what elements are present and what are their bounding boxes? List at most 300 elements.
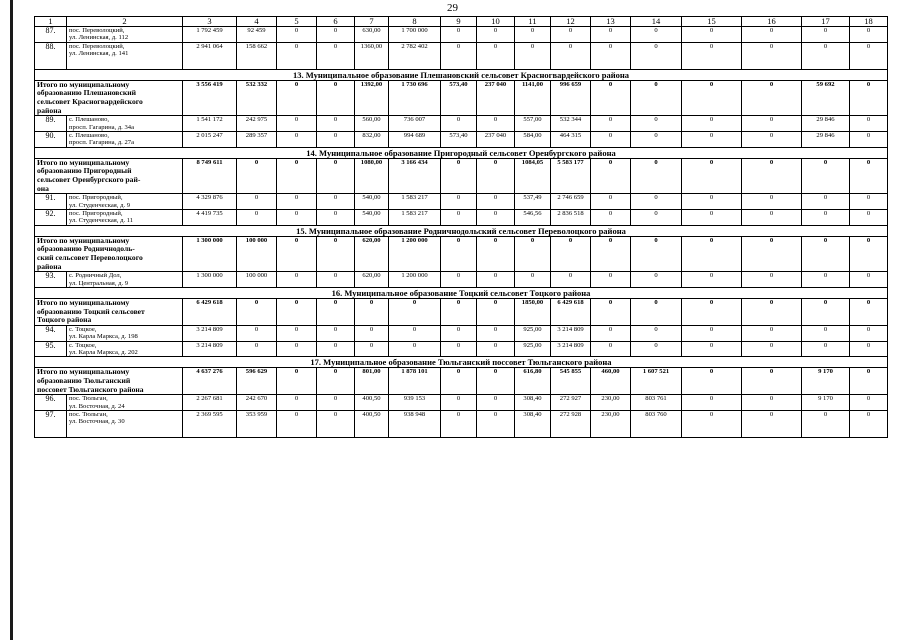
table-cell: 0	[317, 132, 355, 148]
row-number: 94.	[35, 325, 67, 341]
table-cell: 0	[850, 42, 888, 69]
column-header: 9	[441, 17, 477, 27]
cell-line: сельсовет Оренбургского рай-	[37, 175, 141, 184]
table-cell: 3 214 809	[183, 341, 237, 357]
table-cell: 0	[742, 194, 802, 210]
table-cell: 0	[237, 325, 277, 341]
total-cell: 0	[237, 299, 277, 326]
table-row	[35, 272, 888, 288]
table-cell: 0	[631, 132, 682, 148]
table-row	[35, 116, 888, 132]
table-cell: 1360,00	[355, 42, 389, 69]
section-row	[35, 147, 888, 158]
table-cell: 0	[389, 341, 441, 357]
table-cell: 0	[441, 325, 477, 341]
table-cell: 0	[802, 27, 850, 43]
column-header: 11	[515, 17, 551, 27]
address-cell	[67, 116, 183, 132]
total-cell: 0	[317, 80, 355, 115]
total-cell: 0	[850, 299, 888, 326]
table-cell: 938 948	[389, 411, 441, 438]
table-cell: 0	[682, 194, 742, 210]
column-header: 1	[35, 17, 67, 27]
table-cell: 3 214 809	[183, 325, 237, 341]
table-cell: 0	[277, 210, 317, 226]
row-number: 87.	[35, 27, 67, 43]
row-number: 96.	[35, 395, 67, 411]
table-cell: 0	[277, 132, 317, 148]
total-cell: 100 000	[237, 236, 277, 271]
total-cell: 0	[317, 368, 355, 395]
total-cell: 1084,05	[515, 158, 551, 193]
table-cell: 803 761	[631, 395, 682, 411]
total-cell: 237 040	[477, 80, 515, 115]
total-cell: 0	[850, 236, 888, 271]
column-header: 12	[551, 17, 591, 27]
table-row	[35, 341, 888, 357]
page-number: 29	[447, 2, 458, 14]
table-cell: 0	[441, 194, 477, 210]
cell-line: пос. Пригородный,	[69, 210, 123, 217]
table-cell: 0	[317, 194, 355, 210]
table-cell: 0	[742, 132, 802, 148]
total-cell: 0	[317, 158, 355, 193]
table-cell: 0	[317, 116, 355, 132]
column-header: 7	[355, 17, 389, 27]
cell-line: пос. Тюльган,	[69, 411, 108, 418]
address-cell	[67, 411, 183, 438]
table-cell: 0	[477, 272, 515, 288]
table-cell: 0	[742, 325, 802, 341]
table-cell: 584,00	[515, 132, 551, 148]
total-cell: 8 749 611	[183, 158, 237, 193]
cell-line: ул. Карла Маркса, д. 198	[69, 333, 138, 341]
total-cell: 0	[682, 299, 742, 326]
table-cell: 92 459	[237, 27, 277, 43]
total-cell: 0	[441, 236, 477, 271]
total-cell: 59 692	[802, 80, 850, 115]
column-header: 14	[631, 17, 682, 27]
table-cell: 0	[631, 42, 682, 69]
table-cell: 242 670	[237, 395, 277, 411]
cell-line: ул. Центральная, д. 9	[69, 279, 129, 287]
total-cell: 0	[277, 236, 317, 271]
total-cell: 0	[631, 299, 682, 326]
total-cell: 0	[682, 368, 742, 395]
table-cell: 0	[477, 116, 515, 132]
table-cell: 0	[682, 411, 742, 438]
table-cell: 0	[850, 210, 888, 226]
cell-line: она	[37, 183, 49, 193]
total-row	[35, 236, 888, 271]
left-margin-rule	[10, 0, 13, 640]
total-label	[35, 80, 183, 115]
table-cell: 2 836 518	[551, 210, 591, 226]
total-cell: 0	[277, 80, 317, 115]
table-cell: 29 846	[802, 132, 850, 148]
cell-line: с. Тоцкое,	[69, 341, 97, 349]
cell-line: Итого по муниципальному	[37, 298, 130, 307]
table-cell: 230,00	[591, 395, 631, 411]
cell-line: ул. Восточная, д. 30	[69, 418, 125, 426]
table-row	[35, 395, 888, 411]
table-cell: 0	[441, 42, 477, 69]
table-cell: 0	[477, 395, 515, 411]
table-cell: 0	[742, 341, 802, 357]
total-label	[35, 368, 183, 395]
table-cell: 939 153	[389, 395, 441, 411]
table-cell: 1 792 459	[183, 27, 237, 43]
table-row	[35, 411, 888, 438]
total-cell: 0	[802, 299, 850, 326]
section-title: 15. Муниципальное образование Родничнодольский сельсовет Переволоцкого района	[35, 225, 888, 236]
cell-line: образованию Тюльганский	[37, 376, 131, 385]
total-row	[35, 158, 888, 193]
total-cell: 0	[441, 158, 477, 193]
cell-line: с. Тоцкое,	[69, 325, 97, 333]
table-cell: 0	[277, 341, 317, 357]
table-cell: 832,00	[355, 132, 389, 148]
total-cell: 1 878 101	[389, 368, 441, 395]
total-cell: 0	[441, 368, 477, 395]
table-cell: 308,40	[515, 395, 551, 411]
table-cell: 0	[631, 27, 682, 43]
table-cell: 0	[477, 42, 515, 69]
total-cell: 0	[742, 299, 802, 326]
row-number: 95.	[35, 341, 67, 357]
total-cell: 0	[277, 368, 317, 395]
total-cell: 0	[591, 80, 631, 115]
total-row	[35, 299, 888, 326]
table-cell: 0	[477, 210, 515, 226]
cell-line: ул. Восточная, д. 24	[69, 402, 125, 410]
total-cell: 0	[631, 80, 682, 115]
total-cell: 0	[389, 299, 441, 326]
table-cell: 0	[631, 341, 682, 357]
table-cell: 0	[850, 395, 888, 411]
total-cell: 0	[682, 236, 742, 271]
column-header: 16	[742, 17, 802, 27]
section-row	[35, 357, 888, 368]
total-cell: 0	[441, 299, 477, 326]
table-cell: 4 419 735	[183, 210, 237, 226]
table-cell: 237 040	[477, 132, 515, 148]
table-cell: 0	[850, 27, 888, 43]
total-cell: 0	[631, 158, 682, 193]
row-number: 93.	[35, 272, 67, 288]
table-cell: 0	[237, 194, 277, 210]
table-cell: 0	[682, 395, 742, 411]
total-cell: 3 556 419	[183, 80, 237, 115]
column-header: 17	[802, 17, 850, 27]
table-row	[35, 210, 888, 226]
table-cell: 0	[277, 194, 317, 210]
table-cell: 464 315	[551, 132, 591, 148]
table-cell: 0	[277, 411, 317, 438]
table-cell: 573,40	[441, 132, 477, 148]
table-cell: 272 928	[551, 411, 591, 438]
table-cell: 242 975	[237, 116, 277, 132]
table-cell: 0	[802, 341, 850, 357]
table-cell: 0	[802, 325, 850, 341]
cell-line: образованию Родничнодоль-	[37, 244, 135, 254]
table-cell: 2 782 402	[389, 42, 441, 69]
table-cell: 0	[802, 411, 850, 438]
table-cell: 0	[441, 411, 477, 438]
column-header: 4	[237, 17, 277, 27]
total-cell: 0	[802, 158, 850, 193]
table-cell: 630,00	[355, 27, 389, 43]
cell-line: образованию Плешановский	[37, 88, 136, 98]
table-cell: 1 541 172	[183, 116, 237, 132]
table-cell: 4 329 876	[183, 194, 237, 210]
table-cell: 0	[850, 116, 888, 132]
table-cell: 1 300 000	[183, 272, 237, 288]
table-cell: 0	[591, 272, 631, 288]
table-row	[35, 27, 888, 43]
total-cell: 0	[850, 158, 888, 193]
table-cell: 2 941 064	[183, 42, 237, 69]
table-cell: 0	[682, 325, 742, 341]
total-cell: 0	[682, 158, 742, 193]
cell-line: района	[37, 261, 62, 271]
table-cell: 0	[591, 341, 631, 357]
table-cell: 0	[441, 395, 477, 411]
table-cell: 0	[477, 27, 515, 43]
table-cell: 0	[277, 27, 317, 43]
table-cell: 0	[682, 341, 742, 357]
total-cell: 1850,00	[515, 299, 551, 326]
table-cell: 540,00	[355, 210, 389, 226]
table-cell: 0	[802, 272, 850, 288]
table-cell: 537,49	[515, 194, 551, 210]
table-cell: 29 846	[802, 116, 850, 132]
table-cell: 272 927	[551, 395, 591, 411]
address-cell	[67, 42, 183, 69]
table-cell: 0	[850, 132, 888, 148]
total-label	[35, 299, 183, 326]
total-cell: 0	[591, 299, 631, 326]
table-cell: 0	[317, 272, 355, 288]
column-header: 10	[477, 17, 515, 27]
cell-line: Итого по муниципальному	[37, 80, 130, 89]
table-cell: 0	[742, 210, 802, 226]
table-cell: 0	[441, 210, 477, 226]
table-cell: 9 170	[802, 395, 850, 411]
total-cell: 1 200 000	[389, 236, 441, 271]
table-cell: 0	[317, 210, 355, 226]
total-cell: 0	[850, 368, 888, 395]
column-header: 18	[850, 17, 888, 27]
row-number: 91.	[35, 194, 67, 210]
table-cell: 0	[591, 42, 631, 69]
cell-line: пос. Переволоцкий,	[69, 27, 125, 34]
column-header: 15	[682, 17, 742, 27]
total-cell: 0	[802, 236, 850, 271]
table-cell: 803 760	[631, 411, 682, 438]
total-cell: 6 429 618	[183, 299, 237, 326]
header-row	[35, 17, 888, 27]
total-cell: 0	[591, 158, 631, 193]
table-cell: 3 214 809	[551, 341, 591, 357]
table-cell: 0	[682, 42, 742, 69]
total-row	[35, 368, 888, 395]
table-cell: 0	[551, 42, 591, 69]
section-title: 14. Муниципальное образование Пригородный сельсовет Оренбургского района	[35, 147, 888, 158]
table-cell: 620,00	[355, 272, 389, 288]
total-cell: 1 300 000	[183, 236, 237, 271]
table-cell: 0	[631, 210, 682, 226]
column-header: 2	[67, 17, 183, 27]
table-cell: 0	[850, 272, 888, 288]
table-cell: 308,40	[515, 411, 551, 438]
table-cell: 0	[850, 411, 888, 438]
table-cell: 0	[515, 272, 551, 288]
table-cell: 0	[591, 132, 631, 148]
table-cell: 1 200 000	[389, 272, 441, 288]
total-row	[35, 80, 888, 115]
address-cell	[67, 272, 183, 288]
table-row	[35, 325, 888, 341]
table-cell: 1 583 217	[389, 210, 441, 226]
table-cell: 0	[591, 27, 631, 43]
table-row	[35, 194, 888, 210]
table-cell: 0	[317, 27, 355, 43]
table-row	[35, 42, 888, 69]
total-cell: 545 855	[551, 368, 591, 395]
table-cell: 0	[631, 194, 682, 210]
table-cell: 0	[317, 42, 355, 69]
cell-line: Тоцкого района	[37, 315, 92, 325]
cell-line: пос. Тюльган,	[69, 395, 108, 403]
address-cell	[67, 194, 183, 210]
table-cell: 994 689	[389, 132, 441, 148]
total-cell: 1 730 696	[389, 80, 441, 115]
total-cell: 460,00	[591, 368, 631, 395]
cell-line: с. Родничный Дол,	[69, 272, 122, 280]
row-number: 97.	[35, 411, 67, 438]
column-header: 13	[591, 17, 631, 27]
row-number: 88.	[35, 42, 67, 69]
total-cell: 616,80	[515, 368, 551, 395]
table-cell: 0	[477, 341, 515, 357]
table-cell: 736 007	[389, 116, 441, 132]
data-table	[34, 16, 888, 438]
table-cell: 560,00	[355, 116, 389, 132]
table-cell: 0	[355, 325, 389, 341]
cell-line: ул. Ленинская, д. 112	[69, 34, 129, 42]
table-cell: 546,56	[515, 210, 551, 226]
table-cell: 0	[802, 194, 850, 210]
table-cell: 0	[441, 341, 477, 357]
total-cell: 6 429 618	[551, 299, 591, 326]
table-cell: 400,50	[355, 395, 389, 411]
table-cell: 100 000	[237, 272, 277, 288]
table-cell: 0	[277, 325, 317, 341]
total-cell: 0	[317, 299, 355, 326]
row-number: 89.	[35, 116, 67, 132]
section-row	[35, 225, 888, 236]
table-cell: 0	[317, 395, 355, 411]
total-label	[35, 236, 183, 271]
table-cell: 1 583 217	[389, 194, 441, 210]
cell-line: ул. Карла Маркса, д. 202	[69, 349, 138, 356]
table-cell: 0	[850, 194, 888, 210]
table-cell: 0	[317, 341, 355, 357]
total-cell: 0	[277, 299, 317, 326]
total-cell: 0	[742, 158, 802, 193]
total-cell: 5 583 177	[551, 158, 591, 193]
total-cell: 801,00	[355, 368, 389, 395]
total-cell: 0	[515, 236, 551, 271]
total-cell: 573,40	[441, 80, 477, 115]
table-cell: 532 344	[551, 116, 591, 132]
cell-line: сельсовет Красногвардейского	[37, 97, 143, 106]
table-cell: 0	[682, 210, 742, 226]
address-cell	[67, 27, 183, 43]
total-cell: 620,00	[355, 236, 389, 271]
table-row	[35, 132, 888, 148]
cell-line: района	[37, 105, 62, 115]
table-cell: 0	[682, 116, 742, 132]
cell-line: Итого по муниципальному	[37, 236, 130, 245]
table-cell: 0	[742, 395, 802, 411]
table-cell: 0	[631, 325, 682, 341]
total-cell: 1392,00	[355, 80, 389, 115]
total-cell: 0	[551, 236, 591, 271]
table-cell: 0	[742, 42, 802, 69]
table-cell: 0	[742, 116, 802, 132]
table-cell: 0	[551, 272, 591, 288]
table-cell: 0	[277, 272, 317, 288]
table-cell: 1 700 000	[389, 27, 441, 43]
table-cell: 0	[631, 116, 682, 132]
table-body	[35, 17, 888, 438]
address-cell	[67, 395, 183, 411]
table-cell: 0	[682, 132, 742, 148]
table-cell: 0	[515, 42, 551, 69]
total-cell: 4 637 276	[183, 368, 237, 395]
table-cell: 0	[317, 411, 355, 438]
total-label	[35, 158, 183, 193]
table-cell: 0	[802, 210, 850, 226]
cell-line: ул. Студенческая, д. 9	[69, 201, 131, 209]
table-cell: 2 267 681	[183, 395, 237, 411]
cell-line: пос. Переволоцкий,	[69, 42, 125, 50]
cell-line: с. Плешаново,	[69, 116, 110, 124]
cell-line: с. Плешаново,	[69, 132, 110, 139]
total-cell: 0	[631, 236, 682, 271]
total-cell: 3 166 434	[389, 158, 441, 193]
table-cell: 0	[477, 411, 515, 438]
column-header: 8	[389, 17, 441, 27]
total-cell: 0	[355, 299, 389, 326]
total-cell: 0	[850, 80, 888, 115]
table-cell: 3 214 809	[551, 325, 591, 341]
table-cell: 230,00	[591, 411, 631, 438]
cell-line: просп. Гагарина, д. 27а	[69, 139, 134, 147]
table-cell: 0	[742, 411, 802, 438]
cell-line: просп. Гагарина, д. 34а	[69, 123, 134, 131]
total-cell: 0	[742, 236, 802, 271]
section-row	[35, 69, 888, 80]
table-cell: 0	[551, 27, 591, 43]
table-cell: 0	[591, 210, 631, 226]
cell-line: ский сельсовет Переволоцкого	[37, 253, 143, 262]
total-cell: 0	[277, 158, 317, 193]
cell-line: образованию Тоцкий сельсовет	[37, 306, 145, 316]
address-cell	[67, 341, 183, 357]
